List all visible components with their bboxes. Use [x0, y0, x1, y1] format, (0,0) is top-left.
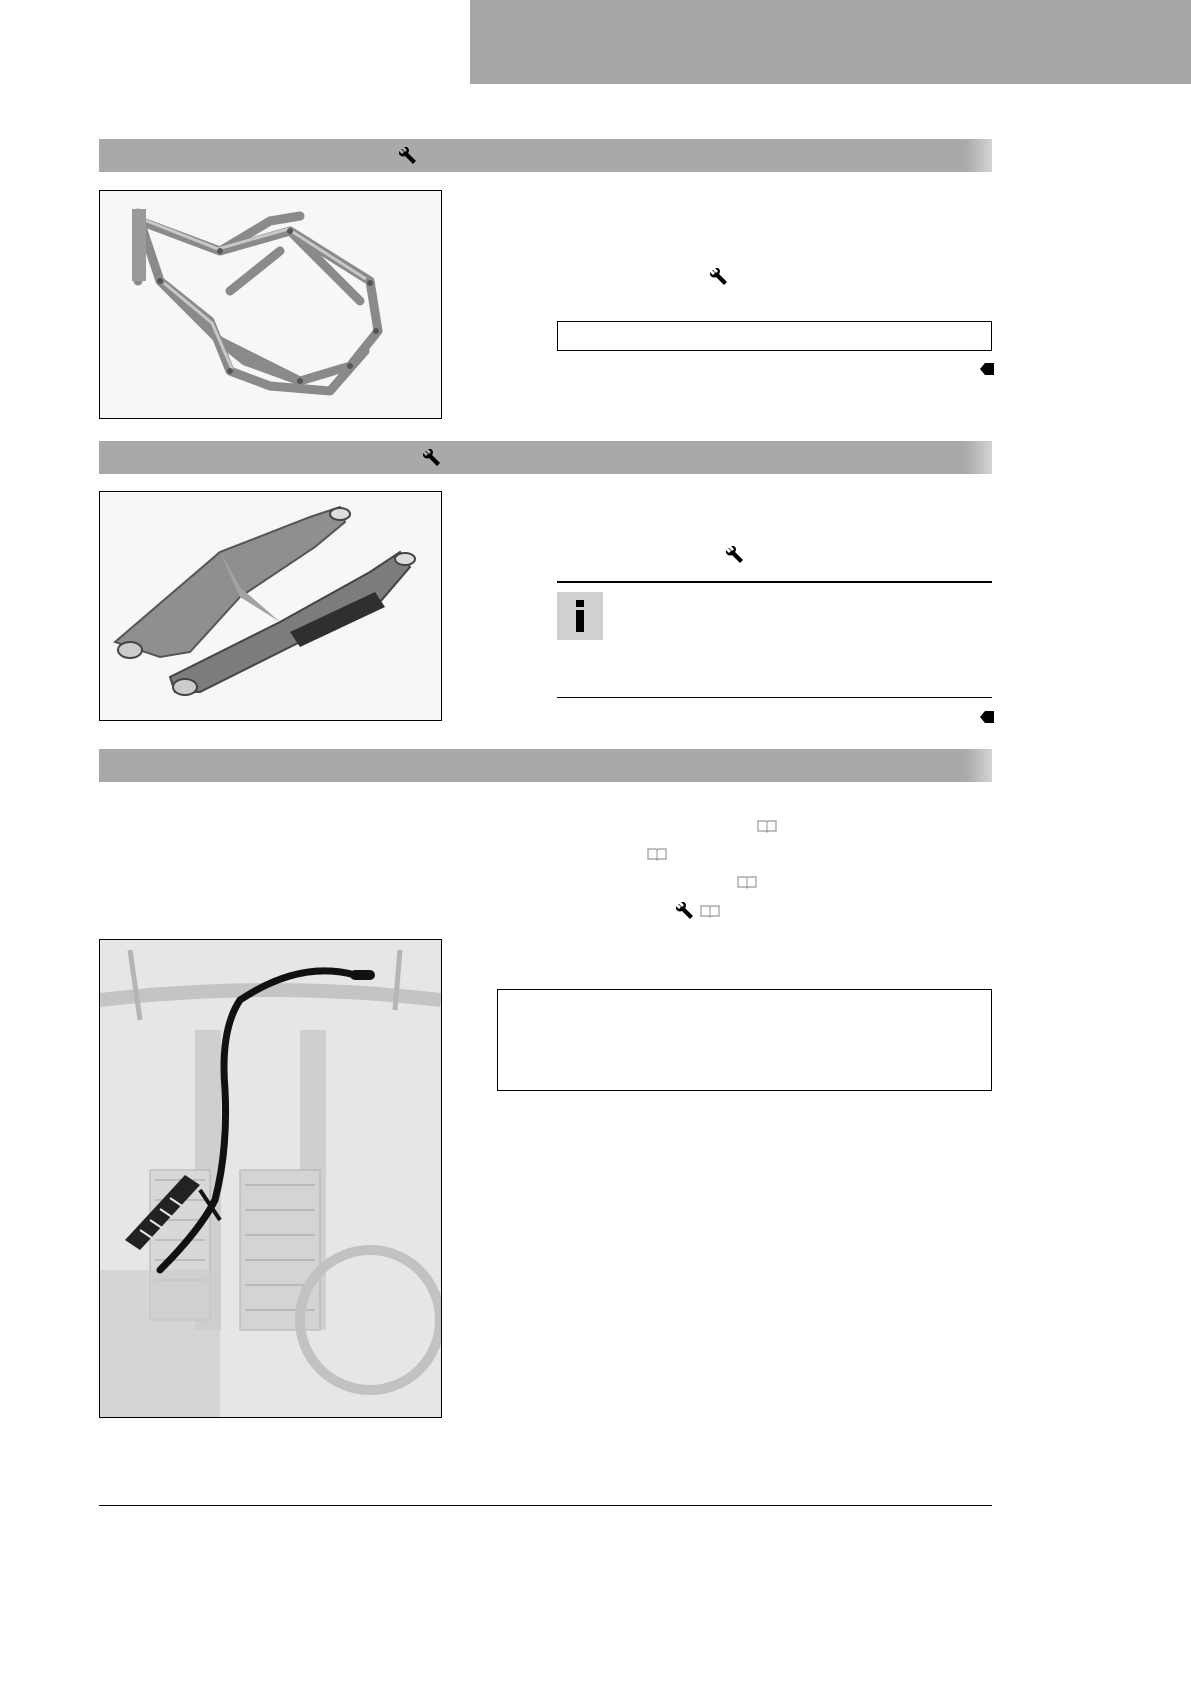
book-icon[interactable] [700, 904, 720, 918]
swingarm-illustration [99, 491, 442, 721]
wrench-icon [423, 449, 441, 467]
section-header-swingarm [99, 441, 992, 474]
info-icon [557, 592, 603, 640]
specification-box [557, 321, 992, 351]
wrench-icon [676, 902, 694, 920]
note-box [497, 989, 992, 1091]
wrench-icon [726, 546, 744, 564]
wrench-icon [710, 268, 728, 286]
wrench-icon [399, 147, 417, 165]
frame-illustration [99, 190, 442, 419]
info-block-bottom-rule [557, 697, 992, 698]
section-header-frame [99, 139, 992, 172]
info-block-top-rule [557, 581, 992, 583]
book-icon[interactable] [737, 875, 757, 889]
cable-routing-photo [99, 939, 442, 1418]
end-marker-icon [980, 710, 994, 722]
header-band [470, 0, 1191, 84]
footer-rule [99, 1505, 992, 1506]
section-header-cable-routing [99, 749, 992, 782]
book-icon[interactable] [757, 819, 777, 833]
end-marker-icon [980, 362, 994, 374]
book-icon[interactable] [647, 847, 667, 861]
